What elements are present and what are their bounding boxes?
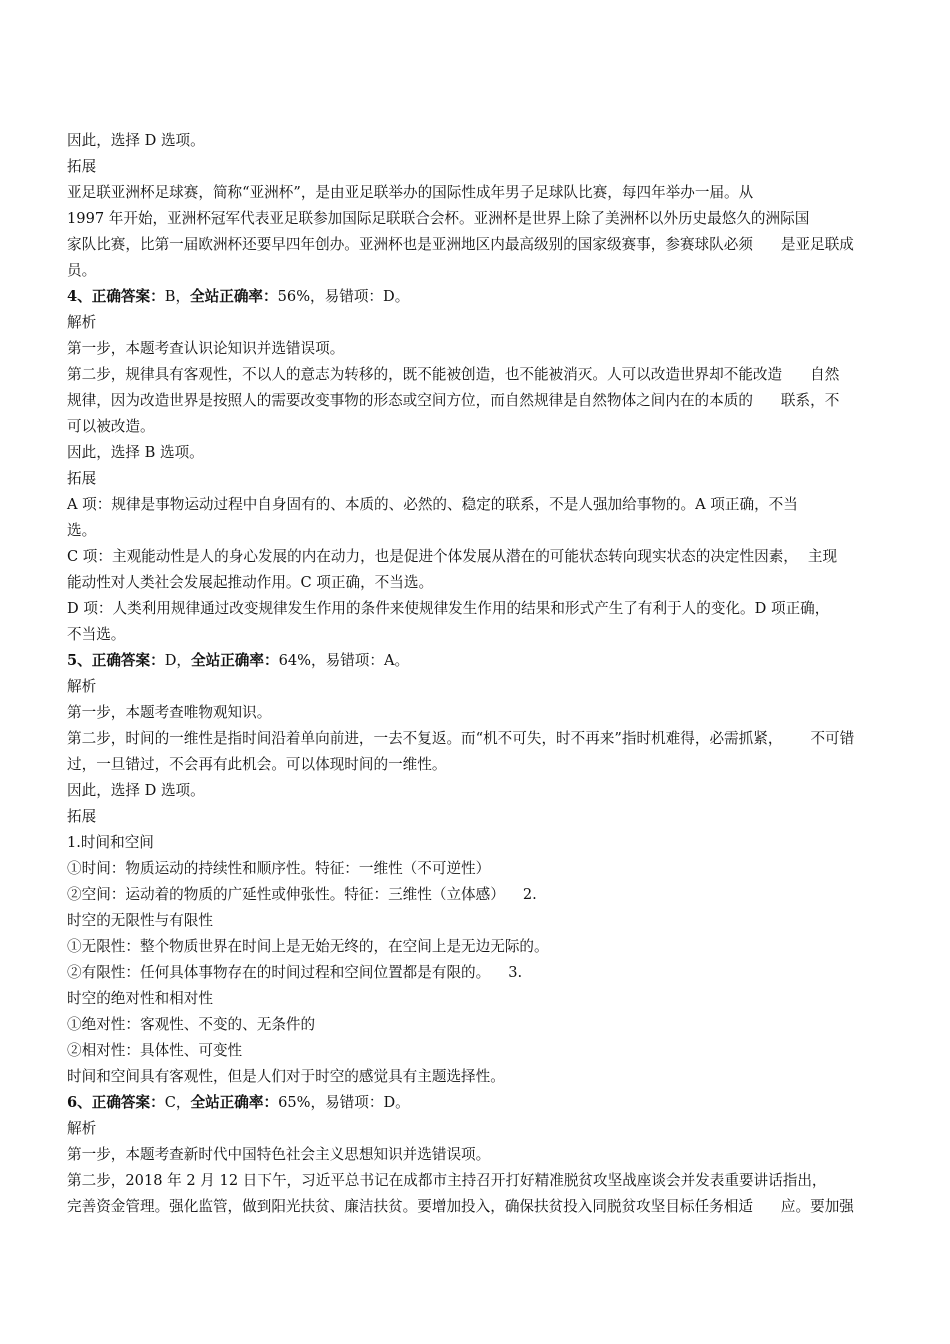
step-two-text [67, 726, 887, 778]
step-one-text: 第一步，本题考查唯物观知识。 [67, 704, 272, 721]
rate-label: 全站正确率： [190, 1094, 279, 1111]
text-line: D 项：人类利用规律通过改变规律发生作用的条件来使规律发生作用的结果和形式产生了有利于人的变化。D 项正确， [67, 600, 830, 617]
list-heading: 时空的绝对性和相对性 [67, 990, 213, 1007]
analysis-heading: 解析 [67, 314, 97, 331]
list-number: 2. [522, 886, 537, 903]
text-line: C 项：主观能动性是人的身心发展的内在动力，也是促进个体发展从潜在的可能状态转向现实状态的决定性因素， [67, 548, 798, 565]
text-line: 家队比赛，比第一届欧洲杯还要早四年创办。亚洲杯也是亚洲地区内最高级别的国家级赛事，参赛球队必须 [67, 236, 753, 253]
text-line: 应。要加强 [780, 1198, 854, 1215]
list-item: ①时间：物质运动的持续性和顺序性。特征：一维性（不可逆性） [67, 860, 491, 877]
answer-value: C， [164, 1094, 191, 1111]
list-item: ②相对性：具体性、可变性 [67, 1042, 243, 1059]
extension-heading: 拓展 [67, 808, 97, 825]
text-line: 可以被改造。 [67, 418, 155, 435]
text-line: 亚足联亚洲杯足球赛，简称“亚洲杯”，是由亚足联举办的国际性成年男子足球队比赛，每四年举办一届。从 [67, 184, 754, 201]
text-line: ②有限性：任何具体事物存在的时间过程和空间位置都是有限的。 [67, 964, 491, 981]
question-5-answer-header [67, 648, 887, 674]
step-two-text [67, 362, 887, 440]
extension-heading: 拓展 [67, 158, 97, 175]
conclusion-text: 因此，选择 D 选项。 [67, 132, 205, 149]
rate-label: 全站正确率： [190, 288, 278, 305]
question-4-answer-header [67, 284, 887, 310]
list-heading: 1.时间和空间 [67, 834, 154, 851]
step-one-text: 第一步，本题考查新时代中国特色社会主义思想知识并选错误项。 [67, 1146, 491, 1163]
question-6-answer-header [67, 1090, 887, 1116]
rate-value: 65%，易错项：D。 [278, 1094, 410, 1111]
text-line: 第二步，规律具有客观性，不以人的意志为转移的，既不能被创造，也不能被消灭。人可以改造世界却不能改造 [67, 366, 783, 383]
analysis-heading: 解析 [67, 1120, 97, 1137]
text-line: 主现 [807, 548, 838, 565]
text-line: A 项：规律是事物运动过程中自身固有的、本质的、必然的、稳定的联系，不是人强加给事物的。A 项正确，不当 [67, 496, 798, 513]
step-two-text [67, 1168, 887, 1220]
text-line: 是亚足联成 [780, 236, 854, 253]
text-line: ②空间：运动着的物质的广延性或伸张性。特征：三维性（立体感） [67, 886, 505, 903]
option-a-text [67, 492, 887, 544]
answer-label: 4、正确答案： [67, 288, 165, 305]
list-number: 3. [508, 964, 523, 981]
text-line: 不当选。 [67, 626, 126, 643]
option-d-text [67, 596, 887, 648]
text-line: 联系，不 [780, 392, 840, 409]
list-item [67, 882, 887, 908]
text-line: 选。 [67, 522, 97, 539]
text-line: 第二步，2018 年 2 月 12 日下午，习近平总书记在成都市主持召开打好精准脱贫攻坚战座谈会并发表重要讲话指出， [67, 1172, 827, 1189]
rate-value: 64%，易错项：A。 [278, 652, 410, 669]
step-one-text: 第一步，本题考查认识论知识并选错误项。 [67, 340, 345, 357]
conclusion-text: 因此，选择 D 选项。 [67, 782, 205, 799]
text-line: 过，一旦错过，不会再有此机会。可以体现时间的一维性。 [67, 756, 447, 773]
summary-text: 时间和空间具有客观性，但是人们对于时空的感觉具有主题选择性。 [67, 1068, 505, 1085]
analysis-heading: 解析 [67, 678, 97, 695]
text-line: 第二步，时间的一维性是指时间沿着单向前进，一去不复返。而“机不可失，时不再来”指时机难得，必需抓紧， [67, 730, 783, 747]
text-line: 不可错 [810, 730, 855, 747]
answer-value: D， [164, 652, 192, 669]
rate-value: 56%，易错项：D。 [277, 288, 410, 305]
rate-label: 全站正确率： [191, 652, 279, 669]
text-line: 完善资金管理。强化监管，做到阳光扶贫、廉洁扶贫。要增加投入，确保扶贫投入同脱贫攻坚目标任务相适 [67, 1198, 753, 1215]
text-line: 1997 年开始，亚洲杯冠军代表亚足联参加国际足联联合会杯。亚洲杯是世界上除了美洲杯以外历史最悠久的洲际国 [67, 210, 810, 227]
text-line: 自然 [810, 366, 840, 383]
list-item: ①无限性：整个物质世界在时间上是无始无终的，在空间上是无边无际的。 [67, 938, 549, 955]
extension-heading: 拓展 [67, 470, 97, 487]
text-line: 规律，因为改造世界是按照人的需要改变事物的形态或空间方位，而自然规律是自然物体之间内在的本质的 [67, 392, 753, 409]
paragraph [67, 180, 887, 284]
text-line: 员。 [67, 262, 97, 279]
list-item [67, 960, 887, 986]
conclusion-text: 因此，选择 B 选项。 [67, 444, 204, 461]
answer-label: 6、正确答案： [67, 1094, 165, 1111]
answer-value: B， [164, 288, 191, 305]
text-line: 能动性对人类社会发展起推动作用。C 项正确，不当选。 [67, 574, 434, 591]
option-c-text [67, 544, 887, 596]
document-page [67, 128, 887, 1220]
list-item: ①绝对性：客观性、不变的、无条件的 [67, 1016, 316, 1033]
list-heading: 时空的无限性与有限性 [67, 912, 213, 929]
answer-label: 5、正确答案： [67, 652, 165, 669]
